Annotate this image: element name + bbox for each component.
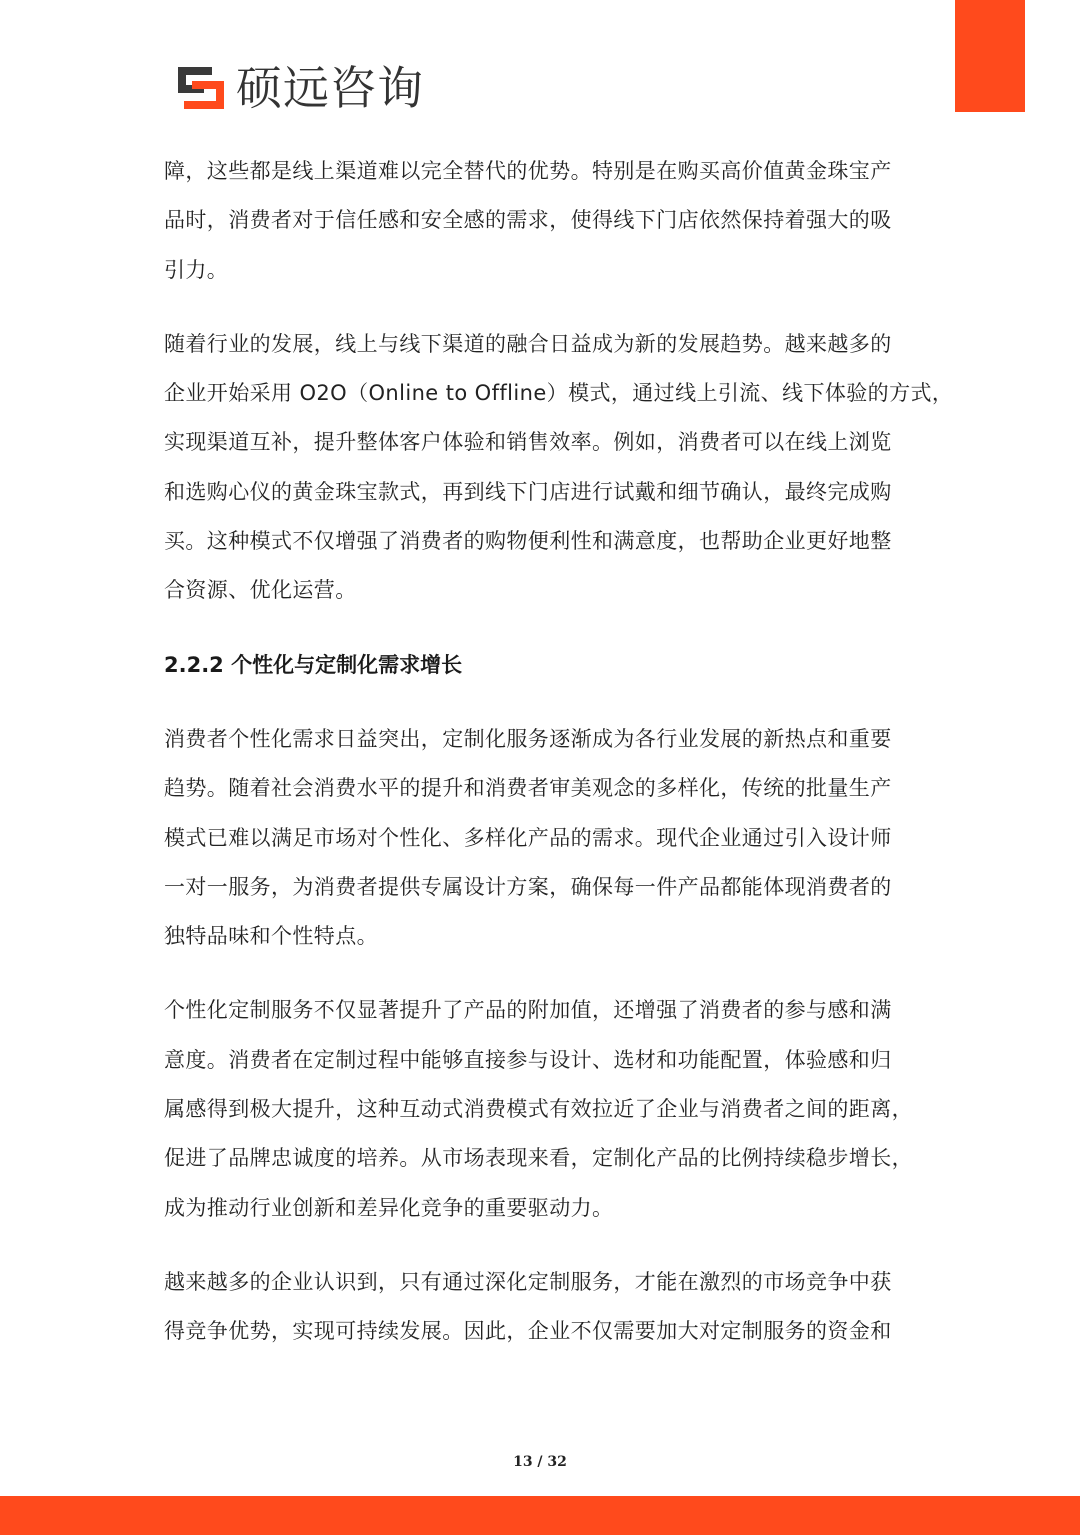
text-line: 越来越多的企业认识到，只有通过深化定制服务，才能在激烈的市场竞争中获 [164, 1269, 892, 1294]
logo-mark-gray [178, 67, 212, 93]
text-line: 模式已难以满足市场对个性化、多样化产品的需求。现代企业通过引入设计师 [164, 825, 892, 850]
footer-accent-bar [0, 1496, 1080, 1535]
text-line: 合资源、优化运营。 [164, 578, 357, 603]
text-line: 得竞争优势，实现可持续发展。因此，企业不仅需要加大对定制服务的资金和 [164, 1319, 892, 1344]
text-line: 促进了品牌忠诚度的培养。从市场表现来看，定制化产品的比例持续稳步增长， [164, 1146, 913, 1171]
text-line: 一对一服务，为消费者提供专属设计方案，确保每一件产品都能体现消费者的 [164, 874, 892, 899]
text-line: 独特品味和个性特点。 [164, 924, 378, 949]
text-line: 和选购心仪的黄金珠宝款式，再到线下门店进行试戴和细节确认，最终完成购 [164, 479, 892, 504]
text-line: 消费者个性化需求日益突出，定制化服务逐渐成为各行业发展的新热点和重要 [164, 726, 892, 751]
section-heading: 2.2.2 个性化与定制化需求增长 [164, 652, 463, 677]
page-number: 13 / 32 [513, 1454, 567, 1470]
company-logo [176, 62, 424, 114]
text-line: 障，这些都是线上渠道难以完全替代的优势。特别是在购买高价值黄金珠宝产 [164, 159, 892, 183]
document-body [164, 147, 954, 1382]
corner-accent-block [955, 0, 1025, 112]
text-line: 个性化定制服务不仅显著提升了产品的附加值，还增强了消费者的参与感和满 [164, 998, 892, 1023]
section-paragraph-3 [164, 1258, 916, 1357]
text-line: 品时，消费者对于信任感和安全感的需求，使得线下门店依然保持着强大的吸 [164, 208, 892, 233]
text-line: 引力。 [164, 257, 229, 282]
text-line: 趋势。随着社会消费水平的提升和消费者审美观念的多样化，传统的批量生产 [164, 776, 892, 801]
logo-mark-icon [176, 63, 226, 113]
text-line: 实现渠道互补，提升整体客户体验和销售效率。例如，消费者可以在线上浏览 [164, 430, 892, 455]
paragraph-2 [164, 320, 954, 616]
text-line: 买。这种模式不仅增强了消费者的购物便利性和满意度，也帮助企业更好地整 [164, 529, 892, 554]
text-line: 意度。消费者在定制过程中能够直接参与设计、选材和功能配置，体验感和归 [164, 1047, 892, 1072]
logo-text: 硕远咨询 [236, 61, 424, 115]
text-line: 企业开始采用 O2O（Online to Offline）模式，通过线上引流、线下体验的方式， [164, 381, 954, 406]
text-line: 属感得到极大提升，这种互动式消费模式有效拉近了企业与消费者之间的距离， [164, 1097, 913, 1122]
section-paragraph-2 [164, 986, 916, 1232]
section-paragraph-1 [164, 715, 916, 961]
text-line: 成为推动行业创新和差异化竞争的重要驱动力。 [164, 1195, 614, 1220]
paragraph-1 [164, 147, 916, 295]
text-line: 随着行业的发展，线上与线下渠道的融合日益成为新的发展趋势。越来越多的 [164, 331, 892, 356]
